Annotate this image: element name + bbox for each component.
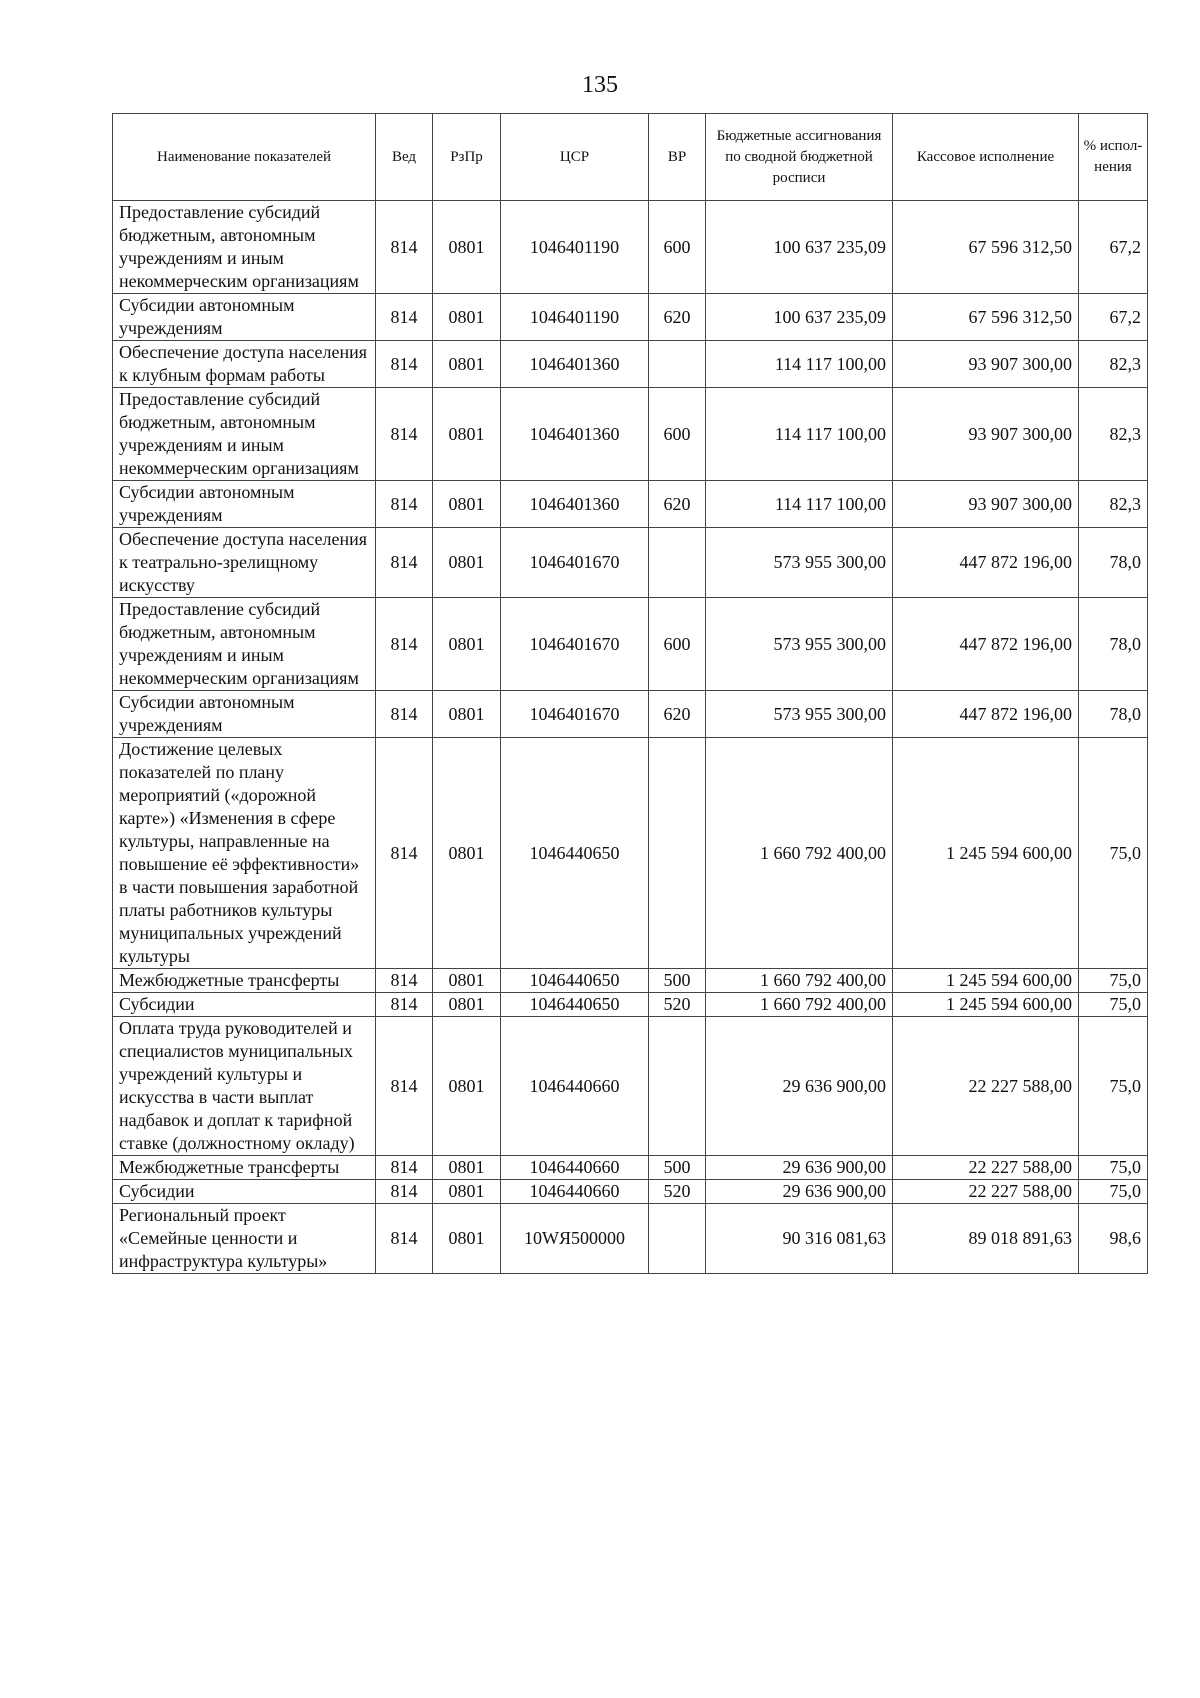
cell-csr: 1046401360 (501, 341, 649, 388)
header-row (113, 114, 1148, 201)
header-vr: ВР (649, 114, 706, 201)
cell-percent: 82,3 (1079, 388, 1148, 481)
header-ved: Вед (376, 114, 433, 201)
cell-rzpr: 0801 (433, 969, 501, 993)
cell-assigned: 573 955 300,00 (706, 528, 893, 598)
cell-name: Субсидии автономным учреждениям (113, 294, 376, 341)
cell-executed: 93 907 300,00 (893, 341, 1079, 388)
cell-executed: 93 907 300,00 (893, 481, 1079, 528)
cell-csr: 1046440660 (501, 1017, 649, 1156)
cell-csr: 1046440650 (501, 738, 649, 969)
cell-rzpr: 0801 (433, 201, 501, 294)
cell-executed: 1 245 594 600,00 (893, 738, 1079, 969)
cell-percent: 75,0 (1079, 1017, 1148, 1156)
cell-csr: 1046401670 (501, 598, 649, 691)
table-row (113, 528, 1148, 598)
cell-rzpr: 0801 (433, 738, 501, 969)
cell-rzpr: 0801 (433, 1156, 501, 1180)
cell-rzpr: 0801 (433, 691, 501, 738)
cell-assigned: 114 117 100,00 (706, 388, 893, 481)
cell-csr: 1046440650 (501, 993, 649, 1017)
cell-name: Субсидии автономным учреждениям (113, 481, 376, 528)
table-row (113, 993, 1148, 1017)
cell-rzpr: 0801 (433, 528, 501, 598)
cell-vr (649, 1017, 706, 1156)
cell-vr (649, 528, 706, 598)
cell-vr (649, 1204, 706, 1274)
cell-csr: 1046440650 (501, 969, 649, 993)
cell-vr: 500 (649, 1156, 706, 1180)
cell-executed: 22 227 588,00 (893, 1180, 1079, 1204)
cell-assigned: 114 117 100,00 (706, 481, 893, 528)
cell-ved: 814 (376, 294, 433, 341)
cell-percent: 75,0 (1079, 1180, 1148, 1204)
cell-executed: 447 872 196,00 (893, 528, 1079, 598)
cell-rzpr: 0801 (433, 1180, 501, 1204)
cell-name: Межбюджетные трансферты (113, 969, 376, 993)
cell-assigned: 1 660 792 400,00 (706, 738, 893, 969)
cell-name: Обеспечение доступа населения к театрально-зрелищному искусству (113, 528, 376, 598)
cell-name: Субсидии (113, 993, 376, 1017)
cell-name: Субсидии автономным учреждениям (113, 691, 376, 738)
cell-csr: 1046440660 (501, 1180, 649, 1204)
cell-csr: 1046401190 (501, 294, 649, 341)
cell-csr: 1046401360 (501, 388, 649, 481)
header-assigned: Бюджетные ассигнования по сводной бюджетной росписи (706, 114, 893, 201)
cell-executed: 1 245 594 600,00 (893, 969, 1079, 993)
cell-vr: 500 (649, 969, 706, 993)
cell-percent: 75,0 (1079, 969, 1148, 993)
cell-csr: 1046440660 (501, 1156, 649, 1180)
cell-rzpr: 0801 (433, 1017, 501, 1156)
cell-assigned: 573 955 300,00 (706, 691, 893, 738)
cell-assigned: 1 660 792 400,00 (706, 993, 893, 1017)
cell-vr (649, 738, 706, 969)
cell-executed: 89 018 891,63 (893, 1204, 1079, 1274)
cell-ved: 814 (376, 1180, 433, 1204)
cell-ved: 814 (376, 388, 433, 481)
cell-percent: 98,6 (1079, 1204, 1148, 1274)
cell-assigned: 29 636 900,00 (706, 1017, 893, 1156)
cell-ved: 814 (376, 201, 433, 294)
page-number: 135 (582, 72, 618, 98)
cell-ved: 814 (376, 1204, 433, 1274)
cell-percent: 78,0 (1079, 691, 1148, 738)
table-row (113, 341, 1148, 388)
table-body (113, 201, 1148, 1274)
cell-name: Предоставление субсидий бюджетным, автономным учреждениям и иным некоммерческим организациям (113, 598, 376, 691)
cell-name: Региональный проект «Семейные ценности и инфраструктура культуры» (113, 1204, 376, 1274)
header-name: Наименование показателей (113, 114, 376, 201)
cell-executed: 447 872 196,00 (893, 691, 1079, 738)
table-row (113, 598, 1148, 691)
cell-ved: 814 (376, 598, 433, 691)
cell-percent: 78,0 (1079, 598, 1148, 691)
cell-rzpr: 0801 (433, 481, 501, 528)
table-row (113, 481, 1148, 528)
cell-vr: 620 (649, 691, 706, 738)
cell-assigned: 29 636 900,00 (706, 1156, 893, 1180)
cell-percent: 75,0 (1079, 993, 1148, 1017)
cell-executed: 447 872 196,00 (893, 598, 1079, 691)
cell-percent: 82,3 (1079, 481, 1148, 528)
cell-csr: 10WЯ500000 (501, 1204, 649, 1274)
cell-name: Субсидии (113, 1180, 376, 1204)
cell-csr: 1046401190 (501, 201, 649, 294)
cell-executed: 67 596 312,50 (893, 201, 1079, 294)
cell-percent: 78,0 (1079, 528, 1148, 598)
table-row (113, 294, 1148, 341)
header-csr: ЦСР (501, 114, 649, 201)
cell-percent: 75,0 (1079, 1156, 1148, 1180)
cell-ved: 814 (376, 1017, 433, 1156)
cell-vr: 600 (649, 598, 706, 691)
cell-ved: 814 (376, 691, 433, 738)
header-percent: % испол-нения (1079, 114, 1148, 201)
cell-percent: 82,3 (1079, 341, 1148, 388)
table-row (113, 1180, 1148, 1204)
cell-vr: 520 (649, 993, 706, 1017)
cell-executed: 1 245 594 600,00 (893, 993, 1079, 1017)
cell-vr: 620 (649, 294, 706, 341)
cell-name: Межбюджетные трансферты (113, 1156, 376, 1180)
cell-name: Предоставление субсидий бюджетным, автономным учреждениям и иным некоммерческим организациям (113, 201, 376, 294)
table-row (113, 691, 1148, 738)
cell-assigned: 29 636 900,00 (706, 1180, 893, 1204)
cell-ved: 814 (376, 1156, 433, 1180)
cell-vr (649, 341, 706, 388)
table-row (113, 1156, 1148, 1180)
cell-executed: 22 227 588,00 (893, 1156, 1079, 1180)
cell-name: Предоставление субсидий бюджетным, автономным учреждениям и иным некоммерческим организациям (113, 388, 376, 481)
cell-ved: 814 (376, 341, 433, 388)
budget-table (112, 113, 1148, 1274)
table-row (113, 738, 1148, 969)
cell-rzpr: 0801 (433, 1204, 501, 1274)
cell-csr: 1046401360 (501, 481, 649, 528)
table-row (113, 388, 1148, 481)
cell-assigned: 90 316 081,63 (706, 1204, 893, 1274)
cell-rzpr: 0801 (433, 388, 501, 481)
cell-executed: 67 596 312,50 (893, 294, 1079, 341)
cell-rzpr: 0801 (433, 294, 501, 341)
cell-vr: 600 (649, 388, 706, 481)
cell-vr: 520 (649, 1180, 706, 1204)
cell-ved: 814 (376, 528, 433, 598)
table-row (113, 1204, 1148, 1274)
cell-name: Оплата труда руководителей и специалистов муниципальных учреждений культуры и искусства в части выплат надбавок и доплат к тарифной ставке (должностному окладу) (113, 1017, 376, 1156)
cell-ved: 814 (376, 738, 433, 969)
cell-csr: 1046401670 (501, 528, 649, 598)
cell-assigned: 100 637 235,09 (706, 201, 893, 294)
header-rzpr: РзПр (433, 114, 501, 201)
header-executed: Кассовое исполнение (893, 114, 1079, 201)
cell-percent: 67,2 (1079, 294, 1148, 341)
table-row (113, 201, 1148, 294)
cell-percent: 67,2 (1079, 201, 1148, 294)
cell-ved: 814 (376, 481, 433, 528)
cell-name: Обеспечение доступа населения к клубным формам работы (113, 341, 376, 388)
cell-assigned: 100 637 235,09 (706, 294, 893, 341)
cell-assigned: 114 117 100,00 (706, 341, 893, 388)
cell-rzpr: 0801 (433, 598, 501, 691)
cell-ved: 814 (376, 969, 433, 993)
cell-vr: 600 (649, 201, 706, 294)
cell-rzpr: 0801 (433, 993, 501, 1017)
table-row (113, 1017, 1148, 1156)
cell-rzpr: 0801 (433, 341, 501, 388)
cell-csr: 1046401670 (501, 691, 649, 738)
cell-executed: 22 227 588,00 (893, 1017, 1079, 1156)
cell-ved: 814 (376, 993, 433, 1017)
cell-name: Достижение целевых показателей по плану мероприятий («дорожной карте») «Изменения в сфере культуры, направленные на повышение её эффективности» в части повышения заработной платы работников культуры муниципальных учреждений культуры (113, 738, 376, 969)
cell-percent: 75,0 (1079, 738, 1148, 969)
cell-executed: 93 907 300,00 (893, 388, 1079, 481)
table-row (113, 969, 1148, 993)
cell-assigned: 1 660 792 400,00 (706, 969, 893, 993)
cell-assigned: 573 955 300,00 (706, 598, 893, 691)
cell-vr: 620 (649, 481, 706, 528)
